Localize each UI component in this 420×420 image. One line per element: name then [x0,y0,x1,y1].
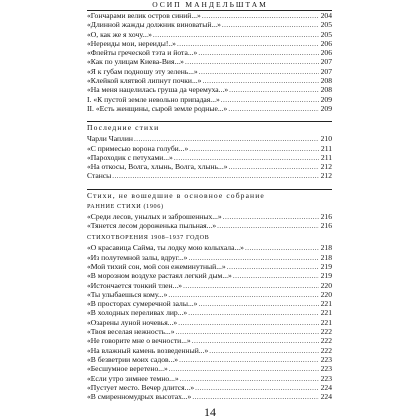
toc-entry [87,39,332,48]
toc-entry [87,221,332,230]
toc-entry-title: «Как по улицам Киева-Вия...» [87,57,184,67]
toc-entry-page: 205 [320,20,332,30]
toc-entry [87,95,332,104]
toc-entry [87,85,332,94]
toc-entry [87,299,332,308]
toc-entry-title: «В морозном воздухе растаял легкий дым...» [87,271,232,281]
toc-entry [87,346,332,355]
toc-entry-title: «Гончарами велик остров синий...» [87,11,201,20]
subsection-title-early: РАННИЕ СТИХИ (1906) [87,202,164,210]
toc-entry-page: 216 [320,221,332,231]
toc-entry-page: 204 [320,11,332,20]
toc-entry-page: 208 [320,85,332,95]
toc-entry-title: «Флейты греческой тэта и йота...» [87,48,198,58]
toc-entry-title: «Длинной жажды должник виноватый...» [87,20,221,30]
toc-entry-title: «Озарены луной ночевья...» [87,317,178,327]
toc-entry [87,134,332,143]
toc-entry-page: 222 [320,336,332,346]
toc-entry-title: «В безветрии моих садов...» [87,354,179,364]
toc-entry-page: 224 [320,382,332,392]
toc-entry-title: Стансы [87,171,112,181]
toc-entry-page: 218 [320,252,332,262]
toc-group-poems [87,243,332,401]
subsection-title-poems: СТИХОТВОРЕНИЯ 1908–1937 ГОДОВ [87,234,210,242]
toc-entry-title: «О, как же я хочу...» [87,29,152,39]
section-title-last-poems: Последние стихи [87,123,160,133]
toc-entry [87,57,332,66]
toc-entry-page: 209 [320,94,332,104]
toc-group-last-poems [87,134,332,180]
toc-entry-page: 221 [320,317,332,327]
toc-entry [87,104,332,113]
toc-entry-page: 219 [320,271,332,281]
toc-entry-title: «В просторах сумеречной залы...» [87,299,198,309]
toc-entry-title: «Клейкой клятвой липнут почки...» [87,76,202,86]
toc-entry-page: 206 [320,48,332,58]
toc-entry-title: «Ты улыбаешься кому...» [87,289,168,299]
toc-entry [87,308,332,317]
dot-leader [217,221,319,231]
toc-entry [87,11,332,20]
toc-entry-page: 220 [320,289,332,299]
toc-entry-title: «Я к губам подношу эту зелень...» [87,66,198,76]
toc-entry-page: 207 [320,66,332,76]
toc-entry [87,327,332,336]
toc-entry-title: II. «Есть женщины, сырой земле родные...» [87,103,228,113]
toc-entry-title: «В смиренномудрых высотах...» [87,392,192,402]
toc-entry-page: 209 [320,103,332,113]
toc-entry [87,153,332,162]
toc-entry-page: 206 [320,38,332,48]
toc-entry-title: «Тянется лесом дороженька пыльная...» [87,221,217,231]
dot-leader [192,392,319,402]
dot-leader [228,104,319,114]
toc-entry-title: «Из полутемной залы, вдруг...» [87,252,188,262]
toc-entry [87,281,332,290]
toc-entry-page: 221 [320,308,332,318]
toc-entry-page: 207 [320,57,332,67]
toc-entry [87,30,332,39]
toc-entry [87,162,332,171]
toc-entry-title: «Если утро зимнее темно...» [87,373,179,383]
toc-group-continued [87,11,332,113]
toc-entry [87,383,332,392]
toc-entry-page: 212 [320,162,332,172]
toc-entry-title: «Нереиды мои, нереиды!..» [87,38,176,48]
toc-entry-page: 223 [320,364,332,374]
toc-entry-title: «На откосы, Волга, хлынь, Волга, хлынь...» [87,162,228,172]
toc-entry [87,76,332,85]
toc-entry-title: «Мой тихий сон, мой сон ежеминутный...» [87,261,226,271]
toc-entry-page: 211 [320,152,332,162]
toc-entry [87,290,332,299]
toc-entry [87,20,332,29]
toc-entry [87,67,332,76]
toc-entry-page: 205 [320,29,332,39]
toc-entry-title: «В холодных переливах лир...» [87,308,188,318]
toc-entry-title: I. «К пустой земле невольно припадая...» [87,94,220,104]
toc-entry-page: 218 [320,243,332,253]
section-title-not-included: Стихи, не вошедшие в основное собрание [87,190,265,200]
toc-entry-title: «На влажный камень возведенный...» [87,345,209,355]
toc-entry [87,336,332,345]
toc-entry-title: «Истончается тонкий тлен...» [87,280,183,290]
toc-entry-title: «Не говорите мне о вечности...» [87,336,191,346]
toc-entry [87,364,332,373]
toc-entry-page: 223 [320,354,332,364]
toc-entry-page: 216 [320,211,332,221]
toc-group-early [87,212,332,231]
toc-entry [87,171,332,180]
toc-entry [87,374,332,383]
dot-leader [112,171,319,181]
toc-entry-page: 219 [320,261,332,271]
toc-entry [87,212,332,221]
toc-entry-page: 220 [320,280,332,290]
toc-entry-page: 221 [320,299,332,309]
table-of-contents [87,11,332,401]
toc-entry [87,243,332,252]
toc-entry-page: 223 [320,373,332,383]
toc-entry-title: «Среди лесов, унылых и заброшенных...» [87,211,222,221]
toc-entry-title: «Пустует место. Вечер длится...» [87,382,195,392]
running-head: ОСИП МАНДЕЛЬШТАМ [152,0,268,9]
toc-entry-title: «Пароходик с петухами...» [87,152,173,162]
toc-entry-title: «Бесшумное веретено...» [87,364,168,374]
toc-entry-page: 210 [320,134,332,144]
toc-entry-title: «О красавица Сайма, ты лодку мою колыхала...» [87,243,244,253]
toc-entry-page: 224 [320,392,332,402]
toc-entry-title: «На меня нацелилась груша да черемуха...» [87,85,229,95]
toc-entry [87,271,332,280]
toc-entry-title: Чарли Чаплин [87,134,133,144]
toc-entry [87,392,332,401]
toc-entry-title: «С примесью ворона голуби...» [87,143,189,153]
toc-entry [87,48,332,57]
toc-entry-page: 208 [320,76,332,86]
toc-entry [87,262,332,271]
toc-entry [87,253,332,262]
toc-entry-page: 212 [320,171,332,181]
toc-entry-page: 222 [320,327,332,337]
toc-entry [87,355,332,364]
toc-entry-page: 222 [320,345,332,355]
toc-entry [87,144,332,153]
toc-entry [87,318,332,327]
page-number: 14 [204,405,216,419]
toc-entry-page: 211 [320,143,332,153]
toc-entry-title: «Твоя веселая нежность...» [87,327,175,337]
